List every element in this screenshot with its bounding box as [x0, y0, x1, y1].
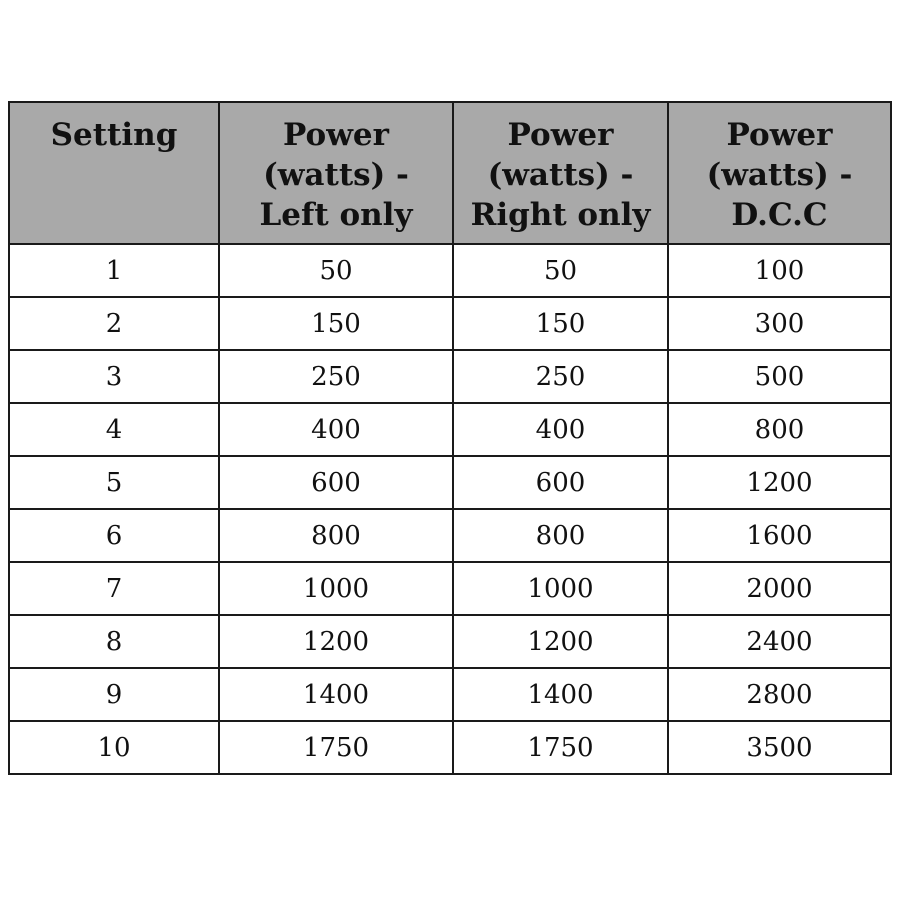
- cell-power-dcc: 1200: [668, 456, 891, 509]
- cell-power-right: 600: [453, 456, 668, 509]
- cell-setting: 5: [9, 456, 219, 509]
- table-body: [9, 244, 891, 774]
- header-text: Setting: [50, 117, 178, 153]
- cell-power-right: 150: [453, 297, 668, 350]
- cell-power-right: 400: [453, 403, 668, 456]
- cell-power-left: 400: [219, 403, 453, 456]
- header-power-right: [453, 102, 668, 244]
- table-row: [9, 562, 891, 615]
- table-row: [9, 403, 891, 456]
- cell-power-left: 50: [219, 244, 453, 297]
- cell-power-dcc: 100: [668, 244, 891, 297]
- power-settings-table: [8, 101, 892, 775]
- cell-power-dcc: 1600: [668, 509, 891, 562]
- cell-power-left: 1000: [219, 562, 453, 615]
- cell-power-right: 1000: [453, 562, 668, 615]
- cell-power-left: 1750: [219, 721, 453, 774]
- header-text: (watts) -: [487, 157, 634, 193]
- header-text: D.C.C: [731, 197, 828, 233]
- cell-setting: 3: [9, 350, 219, 403]
- header-text: Left only: [259, 197, 413, 233]
- cell-setting: 2: [9, 297, 219, 350]
- header-text: Power: [726, 117, 833, 153]
- cell-power-left: 150: [219, 297, 453, 350]
- cell-power-dcc: 300: [668, 297, 891, 350]
- cell-setting: 8: [9, 615, 219, 668]
- cell-power-dcc: 2800: [668, 668, 891, 721]
- table-row: [9, 350, 891, 403]
- cell-power-right: 250: [453, 350, 668, 403]
- cell-power-left: 250: [219, 350, 453, 403]
- cell-power-right: 1400: [453, 668, 668, 721]
- table-row: [9, 297, 891, 350]
- cell-power-dcc: 2000: [668, 562, 891, 615]
- header-row: [9, 102, 891, 244]
- table-row: [9, 509, 891, 562]
- table-row: [9, 615, 891, 668]
- table-row: [9, 244, 891, 297]
- cell-power-left: 1400: [219, 668, 453, 721]
- cell-setting: 9: [9, 668, 219, 721]
- header-text: (watts) -: [706, 157, 853, 193]
- header-text: Power: [283, 117, 389, 153]
- cell-setting: 7: [9, 562, 219, 615]
- cell-power-left: 600: [219, 456, 453, 509]
- cell-power-left: 1200: [219, 615, 453, 668]
- table-row: [9, 668, 891, 721]
- header-text: Right only: [470, 197, 651, 233]
- table-row: [9, 721, 891, 774]
- cell-power-right: 800: [453, 509, 668, 562]
- cell-power-right: 1200: [453, 615, 668, 668]
- cell-power-dcc: 3500: [668, 721, 891, 774]
- header-text: (watts) -: [263, 157, 409, 193]
- cell-power-dcc: 500: [668, 350, 891, 403]
- cell-setting: 4: [9, 403, 219, 456]
- cell-power-dcc: 2400: [668, 615, 891, 668]
- cell-setting: 6: [9, 509, 219, 562]
- header-power-left: [219, 102, 453, 244]
- cell-setting: 1: [9, 244, 219, 297]
- cell-power-right: 1750: [453, 721, 668, 774]
- cell-power-left: 800: [219, 509, 453, 562]
- header-setting: [9, 102, 219, 244]
- cell-setting: 10: [9, 721, 219, 774]
- cell-power-dcc: 800: [668, 403, 891, 456]
- cell-power-right: 50: [453, 244, 668, 297]
- header-power-dcc: [668, 102, 891, 244]
- table-row: [9, 456, 891, 509]
- header-text: Power: [507, 117, 614, 153]
- table-header: [9, 102, 891, 244]
